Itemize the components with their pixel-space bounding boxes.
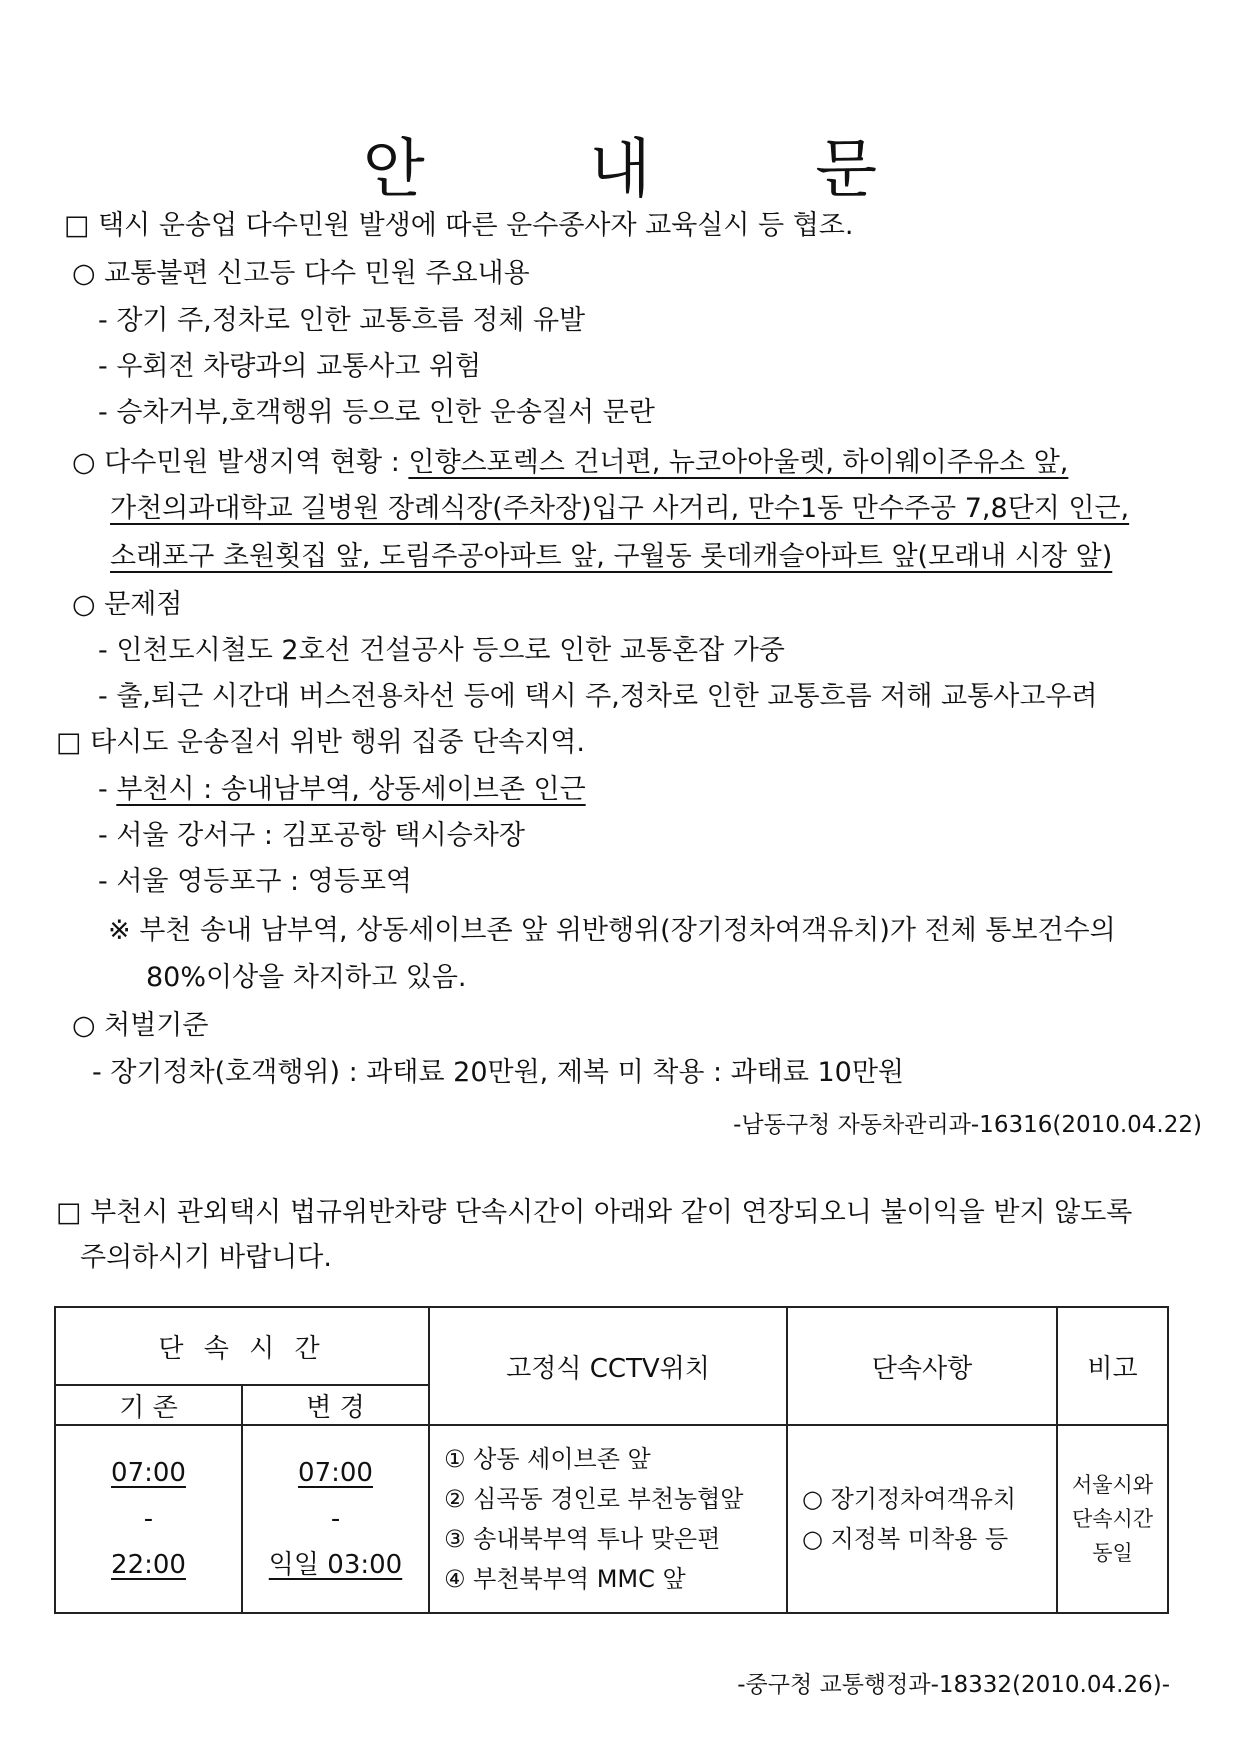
complaints-heading: ○ 교통불편 신고등 다수 민원 주요내용 <box>72 258 530 289</box>
header-note: 비고 <box>1057 1307 1168 1425</box>
enforcement-table <box>54 1306 1169 1614</box>
header-cctv-location: 고정식 CCTV위치 <box>429 1307 787 1425</box>
cctv-item: ② 심곡동 경인로 부천농협앞 <box>444 1485 744 1513</box>
penalty-heading: ○ 처벌기준 <box>72 1010 209 1041</box>
cctv-item: ④ 부천북부역 MMC 앞 <box>444 1565 686 1593</box>
cctv-item: ③ 송내북부역 투나 맞은편 <box>444 1525 721 1553</box>
penalty-line: - 장기정차(호객행위) : 과태료 20만원, 제복 미 착용 : 과태료 10만원 <box>92 1057 905 1088</box>
enforcement-items <box>787 1425 1057 1613</box>
dash: - <box>98 774 117 805</box>
note-text: 서울시와 <box>1071 1473 1154 1497</box>
seoul-gangseo-line: - 서울 강서구 : 김포공항 택시승차장 <box>98 820 525 851</box>
time-after <box>242 1425 429 1613</box>
area-list: 소래포구 초원횟집 앞, 도림주공아파트 앞, 구월동 롯데캐슬아파트 앞(모래내 시장 앞) <box>110 541 1113 572</box>
header-enforcement-items: 단속사항 <box>787 1307 1057 1425</box>
note-line: 80%이상을 차지하고 있음. <box>146 962 467 993</box>
page-title: 안 내 문 <box>362 133 950 207</box>
areas-line <box>72 445 1068 481</box>
seoul-yeongdeungpo-line: - 서울 영등포구 : 영등포역 <box>98 866 412 897</box>
section1-heading: □ 택시 운송업 다수민원 발생에 따른 운수종사자 교육실시 등 협조. <box>64 210 854 241</box>
note-cell <box>1057 1425 1168 1613</box>
problems-heading: ○ 문제점 <box>72 589 183 620</box>
complaint-item: - 승차거부,호객행위 등으로 인한 운송질서 문란 <box>98 397 655 428</box>
cctv-item: ① 상동 세이브존 앞 <box>444 1445 651 1473</box>
enforcement-item: ○ 지정복 미착용 등 <box>802 1525 1009 1553</box>
time-after-start: 07:00 <box>298 1458 373 1488</box>
bucheon-area: 부천시 : 송내남부역, 상동세이브존 인근 <box>116 774 586 805</box>
area-list: 가천의과대학교 길병원 장례식장(주차장)입구 사거리, 만수1동 만수주공 7,8단지 인근, <box>110 493 1130 524</box>
note-line: ※ 부천 송내 남부역, 상동세이브존 앞 위반행위(장기정차여객유치)가 전체 통보건수의 <box>108 915 1116 946</box>
bucheon-line <box>98 772 586 808</box>
section3-line: □ 부천시 관외택시 법규위반차량 단속시간이 아래와 같이 연장되오니 불이익을 받지 않도록 <box>56 1197 1133 1228</box>
enforcement-item: ○ 장기정차여객유치 <box>802 1485 1017 1513</box>
header-before: 기 존 <box>55 1385 242 1425</box>
area-list: 인향스포렉스 건너편, 뉴코아아울렛, 하이웨이주유소 앞, <box>408 447 1069 478</box>
problem-item: - 인천도시철도 2호선 건설공사 등으로 인한 교통혼잡 가중 <box>98 635 785 666</box>
time-after-end: 익일 03:00 <box>268 1550 403 1580</box>
areas-label: ○ 다수민원 발생지역 현황 : <box>72 447 409 478</box>
header-after: 변 경 <box>242 1385 429 1425</box>
time-before <box>55 1425 242 1613</box>
cctv-list <box>429 1425 787 1613</box>
header-enforcement-time: 단 속 시 간 <box>55 1307 429 1385</box>
note-text: 동일 <box>1092 1541 1133 1565</box>
time-before-end: 22:00 <box>111 1550 186 1580</box>
complaint-item: - 우회전 차량과의 교통사고 위험 <box>98 351 482 382</box>
note-text: 단속시간 <box>1071 1507 1154 1531</box>
problem-item: - 출,퇴근 시간대 버스전용차선 등에 택시 주,정차로 인한 교통흐름 저해 교통사고우려 <box>98 681 1098 712</box>
time-after-dash: - <box>330 1504 341 1534</box>
time-before-start: 07:00 <box>111 1458 186 1488</box>
section2-heading: □ 타시도 운송질서 위반 행위 집중 단속지역. <box>56 727 585 758</box>
source-note: -남동구청 자동차관리과-16316(2010.04.22) <box>733 1112 1202 1138</box>
footer-source: -중구청 교통행정과-18332(2010.04.26)- <box>737 1672 1170 1698</box>
complaint-item: - 장기 주,정차로 인한 교통흐름 정체 유발 <box>98 305 586 336</box>
section3-line: 주의하시기 바랍니다. <box>80 1242 332 1273</box>
time-before-dash: - <box>143 1504 154 1534</box>
